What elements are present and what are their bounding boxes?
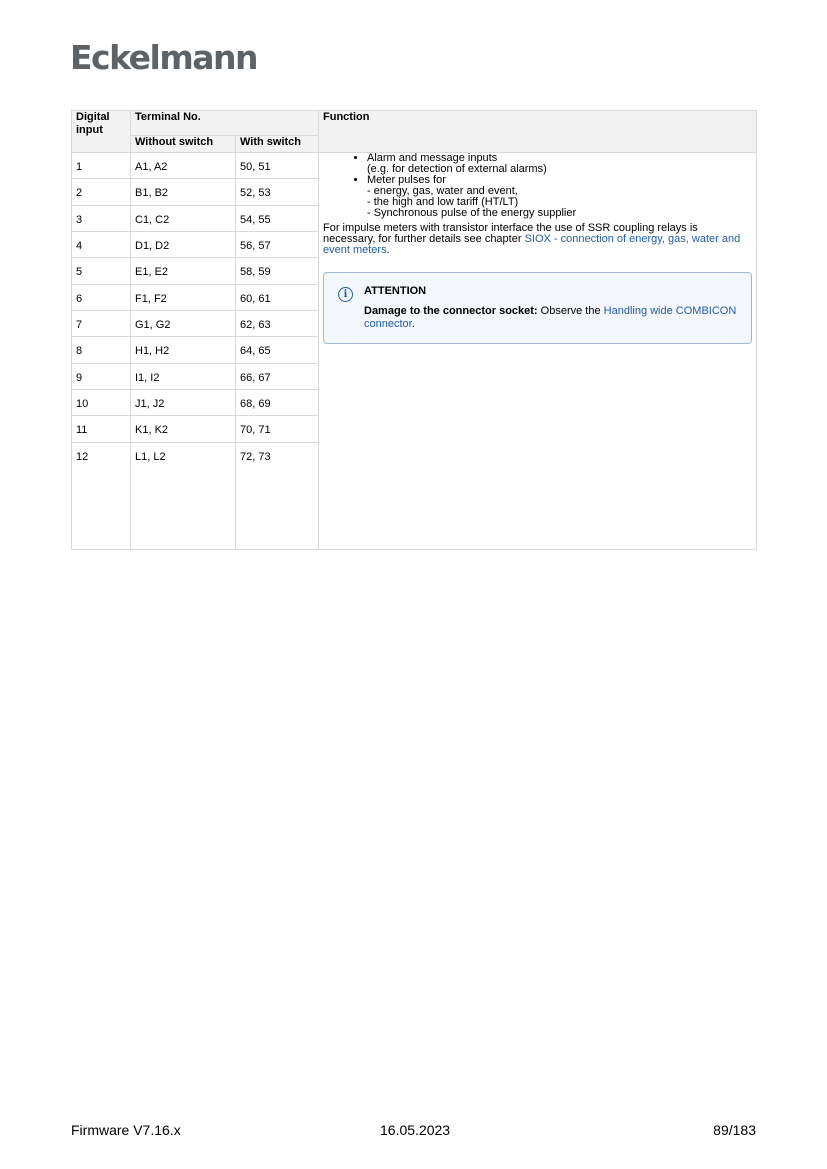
digital-input-cell: 9 [72, 363, 131, 389]
terminal-without-switch-cell: G1, G2 [131, 310, 236, 336]
digital-input-cell: 1 [72, 153, 131, 179]
eckelmann-logo: Eckelmann [70, 38, 257, 77]
table-row [72, 153, 757, 179]
function-list [323, 153, 752, 219]
terminal-with-switch-cell: 52, 53 [236, 179, 319, 205]
paragraph-text: For impulse meters with transistor interface the use of SSR coupling relays is necessary, for further details see chapter [323, 222, 698, 245]
digital-input-cell: 3 [72, 205, 131, 231]
terminal-with-switch-cell: 68, 69 [236, 389, 319, 415]
bullet-subtext: - the high and low tariff (HT/LT) [367, 196, 519, 208]
header-without-switch: Without switch [131, 136, 236, 153]
terminal-with-switch-cell: 62, 63 [236, 310, 319, 336]
digital-input-cell: 8 [72, 337, 131, 363]
attention-title: ATTENTION [364, 285, 427, 297]
header-digital-input: Digital input [72, 111, 131, 153]
list-item [367, 153, 752, 175]
terminal-without-switch-cell: A1, A2 [131, 153, 236, 179]
digital-input-cell: 11 [72, 416, 131, 442]
bullet-text: Alarm and message inputs [367, 152, 498, 164]
digital-input-cell: 4 [72, 231, 131, 257]
terminal-without-switch-cell: B1, B2 [131, 179, 236, 205]
bullet-text: Meter pulses for [367, 174, 446, 186]
digital-input-cell: 6 [72, 284, 131, 310]
header-terminal-no: Terminal No. [131, 111, 319, 136]
attention-bold-lead: Damage to the connector socket: [364, 305, 538, 317]
terminal-without-switch-cell: E1, E2 [131, 258, 236, 284]
terminal-with-switch-cell: 58, 59 [236, 258, 319, 284]
terminal-without-switch-cell: J1, J2 [131, 389, 236, 415]
function-cell [319, 153, 757, 550]
ssr-note-paragraph [323, 223, 752, 256]
header-with-switch: With switch [236, 136, 319, 153]
terminal-with-switch-cell: 66, 67 [236, 363, 319, 389]
terminal-without-switch-cell: L1, L2 [131, 442, 236, 549]
attention-box [323, 272, 752, 344]
terminal-with-switch-cell: 64, 65 [236, 337, 319, 363]
attention-end: . [411, 318, 415, 330]
terminal-with-switch-cell: 72, 73 [236, 442, 319, 549]
terminal-without-switch-cell: D1, D2 [131, 231, 236, 257]
terminal-with-switch-cell: 70, 71 [236, 416, 319, 442]
terminal-with-switch-cell: 54, 55 [236, 205, 319, 231]
siox-chapter-link[interactable]: SIOX - connection of energy, gas, water and event meters [323, 233, 741, 256]
footer-firmware: Firmware V7.16.x [71, 1122, 181, 1138]
digital-input-cell: 10 [72, 389, 131, 415]
bullet-subtext: (e.g. for detection of external alarms) [367, 163, 547, 175]
digital-input-cell: 2 [72, 179, 131, 205]
bullet-subtext: - Synchronous pulse of the energy supplier [367, 207, 577, 219]
terminal-without-switch-cell: F1, F2 [131, 284, 236, 310]
terminal-with-switch-cell: 56, 57 [236, 231, 319, 257]
footer-date: 16.05.2023 [380, 1122, 451, 1138]
terminal-without-switch-cell: C1, C2 [131, 205, 236, 231]
terminal-without-switch-cell: K1, K2 [131, 416, 236, 442]
digital-input-cell: 12 [72, 442, 131, 549]
digital-input-cell: 5 [72, 258, 131, 284]
digital-inputs-table [71, 110, 757, 550]
list-item [367, 175, 752, 219]
header-function: Function [319, 111, 757, 153]
terminal-with-switch-cell: 50, 51 [236, 153, 319, 179]
bullet-subtext: - energy, gas, water and event, [367, 185, 518, 197]
terminal-without-switch-cell: H1, H2 [131, 337, 236, 363]
digital-input-cell: 7 [72, 310, 131, 336]
paragraph-end: . [386, 244, 390, 256]
combicon-link[interactable]: Handling wide COMBICON connector [364, 305, 737, 330]
info-icon: i [338, 287, 353, 302]
attention-text [364, 305, 739, 331]
attention-body: Observe the [537, 305, 604, 317]
footer-page-number: 89/183 [713, 1122, 756, 1138]
terminal-without-switch-cell: I1, I2 [131, 363, 236, 389]
terminal-with-switch-cell: 60, 61 [236, 284, 319, 310]
